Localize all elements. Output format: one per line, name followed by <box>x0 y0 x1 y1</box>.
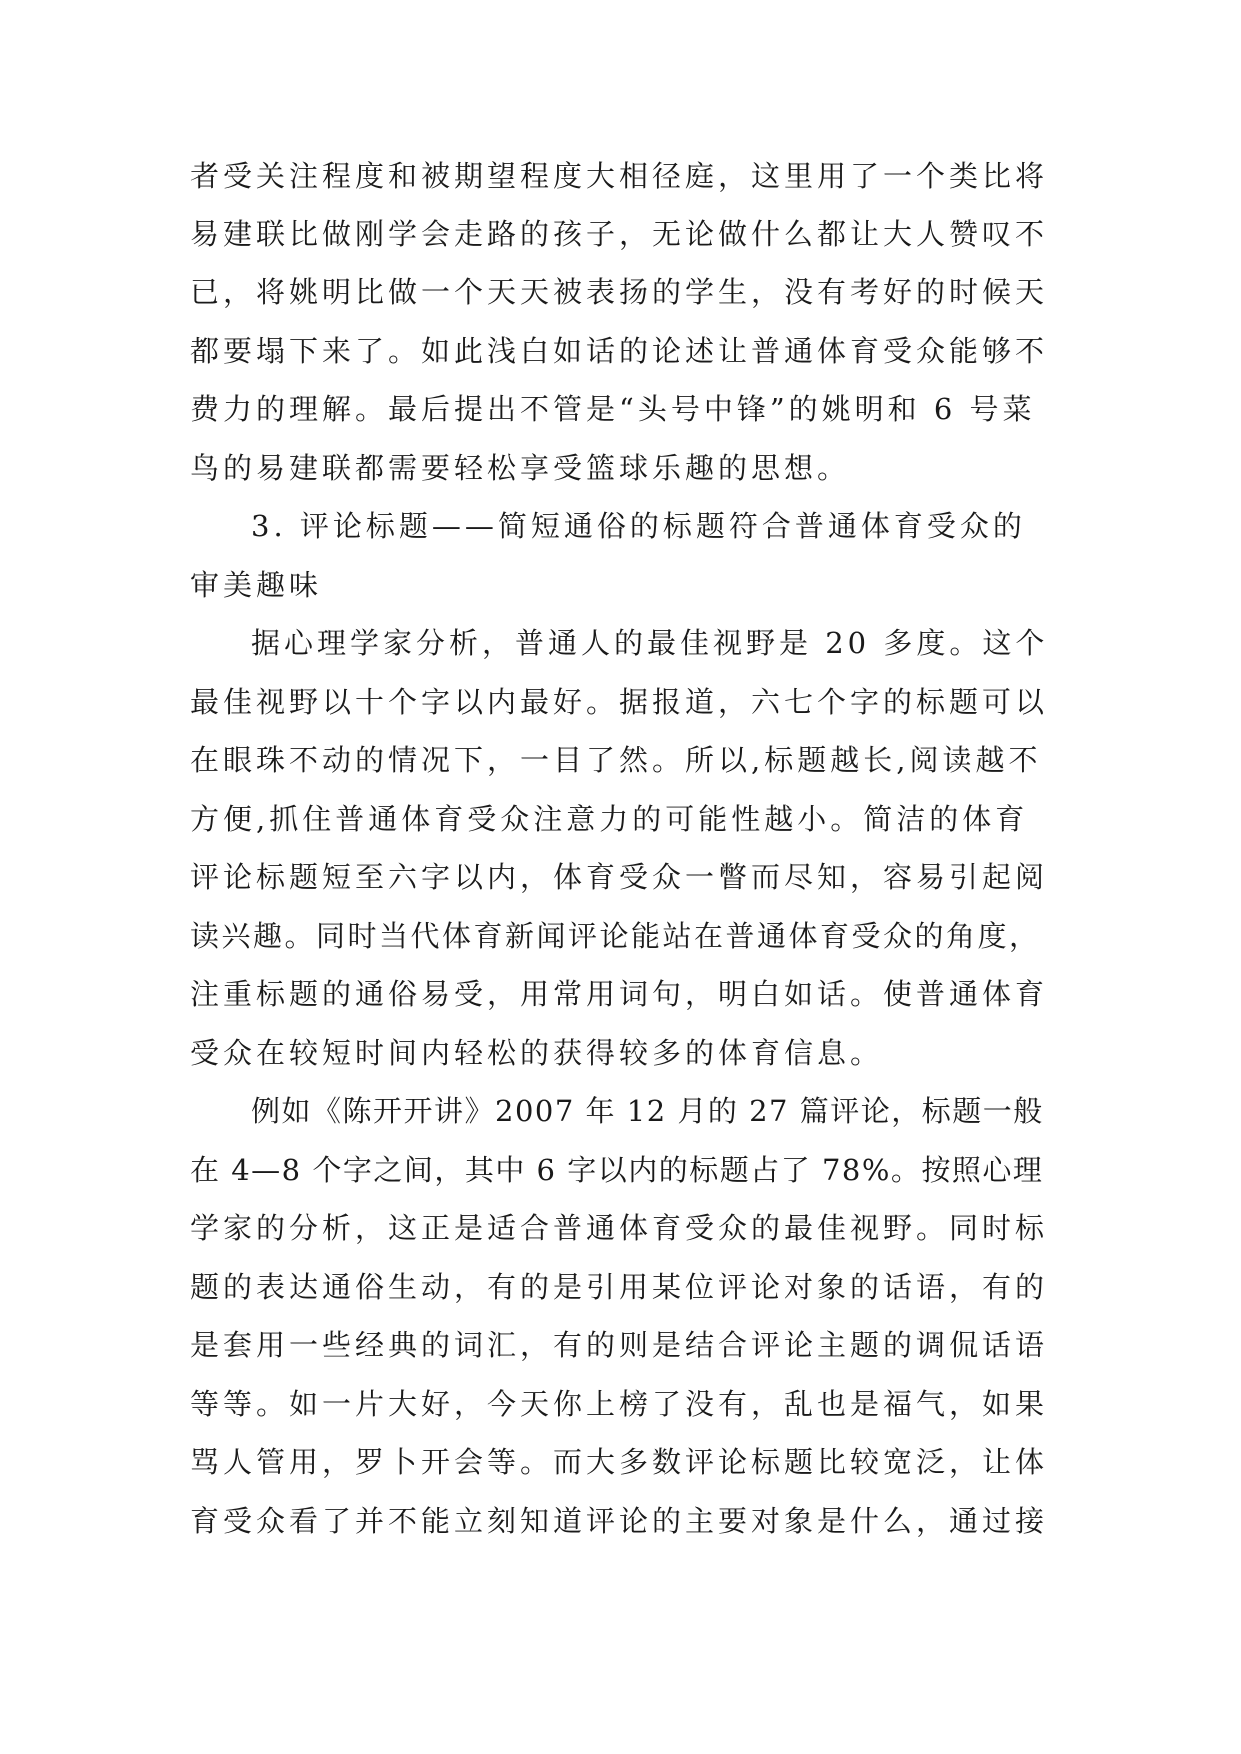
section-heading: 3. 评论标题——简短通俗的标题符合普通体育受众的 <box>251 509 1026 543</box>
text-line: 在 4—8 个字之间，其中 6 字以内的标题占了 78%。按照心理 <box>190 1153 1044 1187</box>
text-line: 都要塌下来了。如此浅白如话的论述让普通体育受众能够不 <box>190 334 1049 368</box>
paragraph-start: 据心理学家分析，普通人的最佳视野是 20 多度。这个 <box>251 626 1049 660</box>
paragraph-start: 例如《陈开开讲》2007 年 12 月的 27 篇评论，标题一般 <box>251 1094 1044 1128</box>
text-line: 是套用一些经典的词汇，有的则是结合评论主题的调侃话语 <box>190 1328 1049 1362</box>
section-heading-continuation: 审美趣味 <box>190 568 323 602</box>
text-line: 题的表达通俗生动，有的是引用某位评论对象的话语，有的 <box>190 1270 1049 1304</box>
text-line: 受众在较短时间内轻松的获得较多的体育信息。 <box>190 1036 884 1070</box>
text-line: 读兴趣。同时当代体育新闻评论能站在普通体育受众的角度， <box>190 919 1041 953</box>
text-line: 学家的分析，这正是适合普通体育受众的最佳视野。同时标 <box>190 1211 1049 1245</box>
text-line: 等等。如一片大好，今天你上榜了没有，乱也是福气，如果 <box>190 1387 1049 1421</box>
text-line: 费力的理解。最后提出不管是“头号中锋”的姚明和 6 号菜 <box>190 392 1036 426</box>
text-line: 最佳视野以十个字以内最好。据报道，六七个字的标题可以 <box>190 685 1049 719</box>
text-line: 注重标题的通俗易受，用常用词句，明白如话。使普通体育 <box>190 977 1049 1011</box>
text-line: 已，将姚明比做一个天天被表扬的学生，没有考好的时候天 <box>190 275 1049 309</box>
text-line: 育受众看了并不能立刻知道评论的主要对象是什么，通过接 <box>190 1504 1049 1538</box>
text-line: 易建联比做刚学会走路的孩子，无论做什么都让大人赞叹不 <box>190 217 1049 251</box>
text-line: 鸟的易建联都需要轻松享受篮球乐趣的思想。 <box>190 451 851 485</box>
text-line: 骂人管用，罗卜开会等。而大多数评论标题比较宽泛，让体 <box>190 1445 1049 1479</box>
text-line: 在眼珠不动的情况下，一目了然。所以,标题越长,阅读越不 <box>190 743 1042 777</box>
text-line: 者受关注程度和被期望程度大相径庭，这里用了一个类比将 <box>190 159 1049 193</box>
text-line: 方便,抓住普通体育受众注意力的可能性越小。简洁的体育 <box>190 802 1029 836</box>
text-line: 评论标题短至六字以内，体育受众一瞥而尽知，容易引起阅 <box>190 860 1049 894</box>
